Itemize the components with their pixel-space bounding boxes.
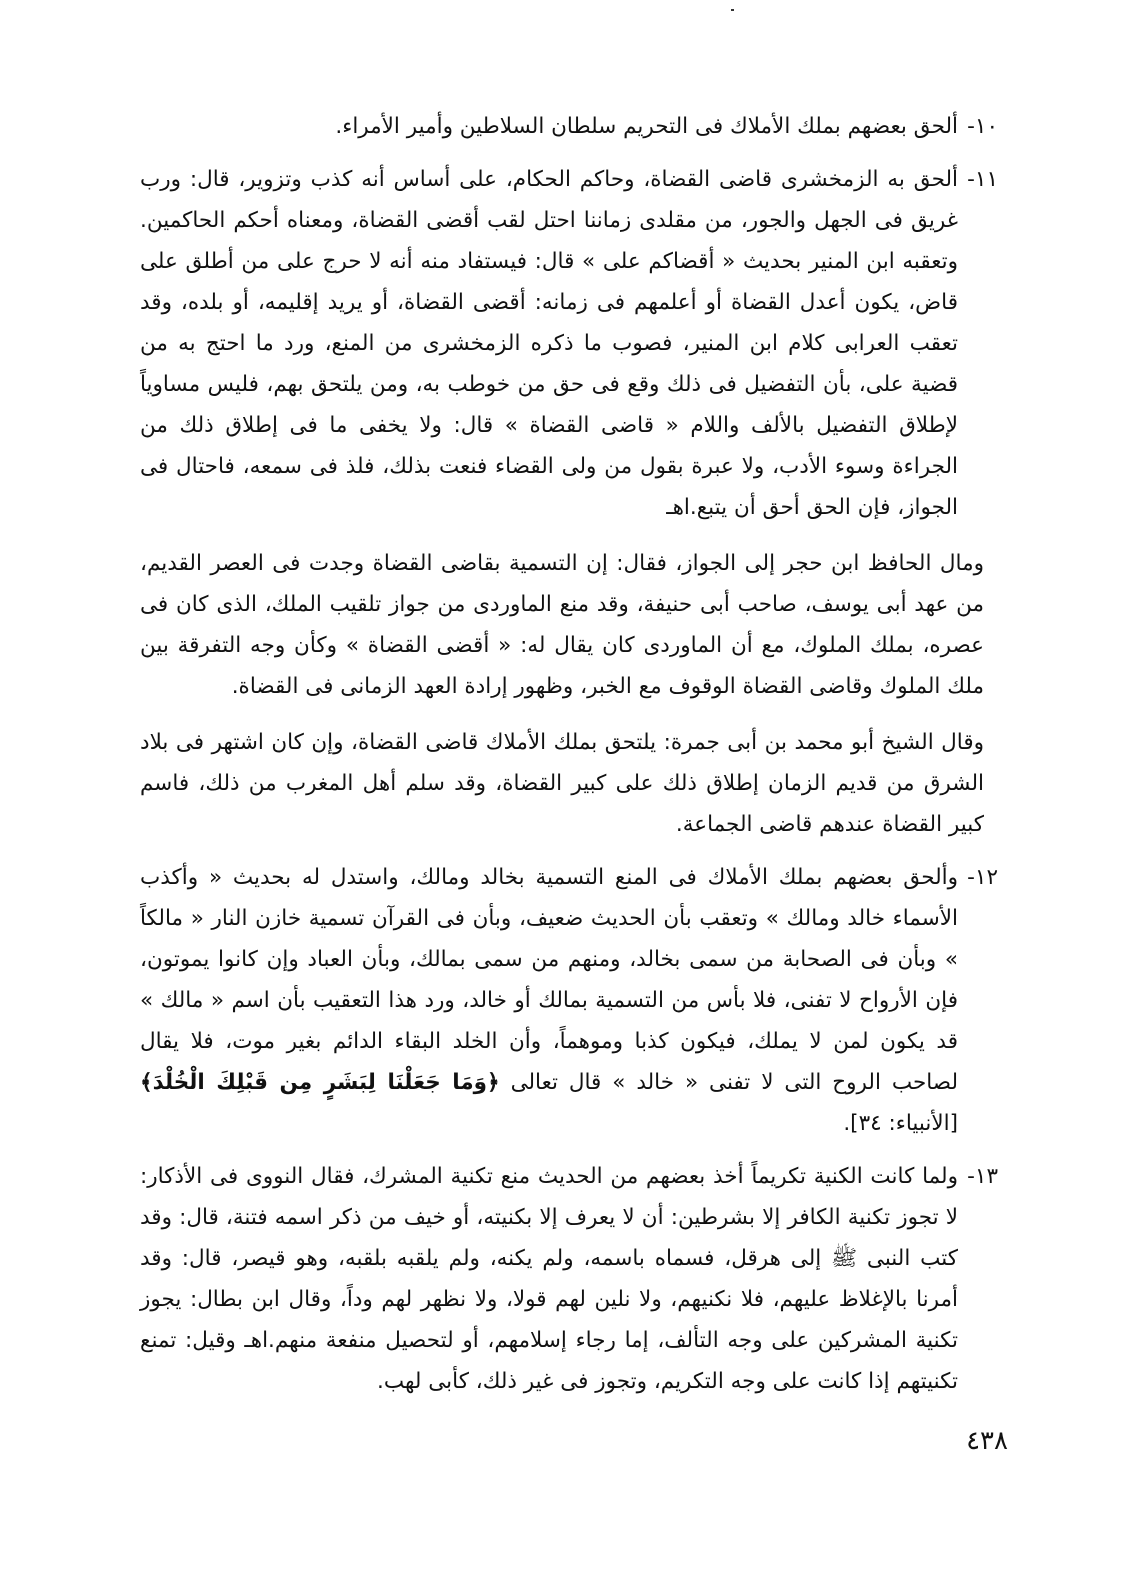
scan-speck [731, 9, 734, 11]
page-body [140, 106, 998, 1402]
paragraph-ibn-abi-jamra [140, 722, 998, 845]
item-number: ١١- [967, 167, 998, 192]
numbered-item-13 [140, 1156, 998, 1402]
page-number: ٤٣٨ [966, 1426, 1008, 1456]
numbered-item-11 [140, 159, 998, 528]
numbered-item-12 [140, 857, 998, 1144]
paragraph-text: ومال الحافظ ابن حجر إلى الجواز، فقال: إن التسمية بقاضى القضاة وجدت فى العصر القديم، من عهد أبى يوسف، صاحب أبى حنيفة، وقد منع الماوردى من جواز تلقيب الملك، الذى كان فى عصره، بملك الملوك، مع أن الماوردى كان يقال له: « أقضى القضاة » وكأن وجه التفرقة بين ملك الملوك وقاضى القضاة الوقوف مع الخبر، وظهور إرادة العهد الزمانى فى القضاة. [140, 551, 984, 699]
item-number: ١٢- [967, 865, 998, 890]
quran-verse: ﴿وَمَا جَعَلْنَا لِبَشَرٍ مِن قَبْلِكَ الْخُلْدَ﴾ [140, 1070, 500, 1095]
item-text: ألحق بعضهم بملك الأملاك فى التحريم سلطان السلاطين وأمير الأمراء. [335, 114, 958, 139]
paragraph-ibn-hajar [140, 543, 998, 707]
item-text: وألحق بعضهم بملك الأملاك فى المنع التسمية بخالد ومالك، واستدل له بحديث « وأكذب الأسماء خالد ومالك » وتعقب بأن الحديث ضعيف، وبأن فى القرآن تسمية خازن النار « مالكاً » وبأن فى الصحابة من سمى بخالد، ومنهم من سمى بمالك، وبأن العباد وإن كانوا يموتون، فإن الأرواح لا تفنى، فلا بأس من التسمية بمالك أو خالد، ورد هذا التعقيب بأن اسم « مالك » قد يكون لمن لا يملك، فيكون كذبا وموهماً، وأن الخلد البقاء الدائم بغير موت، فلا يقال لصاحب الروح التى لا تفنى « خالد » قال تعالى [140, 865, 958, 1095]
paragraph-text: وقال الشيخ أبو محمد بن أبى جمرة: يلتحق بملك الأملاك قاضى القضاة، وإن كان اشتهر فى بلاد الشرق من قديم الزمان إطلاق ذلك على كبير القضاة، وقد سلم أهل المغرب من ذلك، فاسم كبير القضاة عندهم قاضى الجماعة. [140, 730, 984, 837]
item-text: ألحق به الزمخشرى قاضى القضاة، وحاكم الحكام، على أساس أنه كذب وتزوير، قال: ورب غريق فى الجهل والجور، من مقلدى زماننا احتل لقب أقضى القضاة، ومعناه أحكم الحاكمين. وتعقبه ابن المنير بحديث « أقضاكم على » قال: فيستفاد منه أنه لا حرج على من أطلق على قاض، يكون أعدل القضاة أو أعلمهم فى زمانه: أقضى القضاة، أو يريد إقليمه، أو بلده، وقد تعقب العرابى كلام ابن المنير، فصوب ما ذكره الزمخشرى من المنع، ورد ما احتج به من قضية على، بأن التفضيل فى ذلك وقع فى حق من خوطب به، ومن يلتحق بهم، فليس مساوياً لإطلاق التفضيل بالألف واللام « قاضى القضاة » قال: ولا يخفى ما فى إطلاق ذلك من الجراءة وسوء الأدب، ولا عبرة بقول من ولى القضاء فنعت بذلك، فلذ فى سمعه، فاحتال فى الجواز، فإن الحق أحق أن يتبع.اهـ [140, 167, 958, 520]
verse-citation: [الأنبياء: ٣٤]. [843, 1111, 958, 1136]
numbered-item-10 [140, 106, 998, 147]
item-number: ١٣- [967, 1164, 998, 1189]
item-text: ولما كانت الكنية تكريماً أخذ بعضهم من الحديث منع تكنية المشرك، فقال النووى فى الأذكار: لا تجوز تكنية الكافر إلا بشرطين: أن لا يعرف إلا بكنيته، أو خيف من ذكر اسمه فتنة، قال: وقد كتب النبى ﷺ إلى هرقل، فسماه باسمه، ولم يكنه، ولم يلقبه بلقبه، وهو قيصر، قال: وقد أمرنا بالإغلاظ عليهم، فلا نكنيهم، ولا نلين لهم قولا، ولا نظهر لهم وداً، وقال ابن بطال: يجوز تكنية المشركين على وجه التألف، إما رجاء إسلامهم، أو لتحصيل منفعة منهم.اهـ وقيل: تمنع تكنيتهم إذا كانت على وجه التكريم، وتجوز فى غير ذلك، كأبى لهب. [140, 1164, 958, 1394]
item-number: ١٠- [967, 114, 998, 139]
